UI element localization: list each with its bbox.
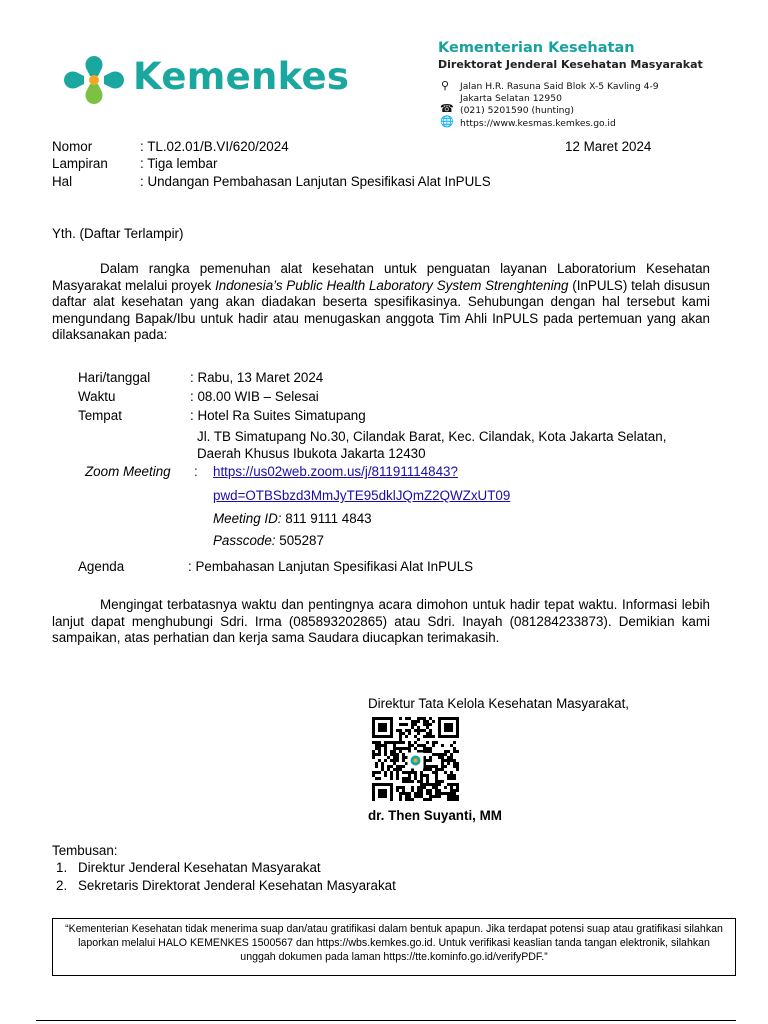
place-address-2: Daerah Khusus Ibukota Jakarta 12430 [197, 446, 426, 461]
day-label: Hari/tanggal [78, 370, 151, 385]
agenda-label: Agenda [78, 559, 125, 574]
intro-text-2: (InPULS) telah disusun daftar alat kesehatan yang akan diadakan beserta spesifikasinya. Sehubungan dengan hal tersebut kami mengundang Bapak/Ibu untuk hadir atau menugaskan anggota Tim Ahli InPULS pada pertemuan yang akan dilaksanakan pada: [52, 277, 711, 342]
kemenkes-logo-icon [58, 50, 130, 110]
address-line-1: Jalan H.R. Rasuna Said Blok X-5 Kavling 4-9 [460, 81, 659, 92]
bottom-divider [36, 1020, 736, 1021]
time-value: : 08.00 WIB – Selesai [190, 389, 319, 404]
meeting-id [213, 511, 372, 526]
hal-label: Hal [52, 174, 73, 189]
lampiran-value: : Tiga lembar [140, 156, 218, 171]
zoom-link-line-1[interactable]: https://us02web.zoom.us/j/81191114843? [213, 464, 458, 479]
meeting-id-value: 811 9111 4843 [285, 511, 372, 526]
place-value: : Hotel Ra Suites Simatupang [190, 408, 366, 423]
signatory-title: Direktur Tata Kelola Kesehatan Masyarakat, [368, 696, 630, 711]
nomor-label: Nomor [52, 139, 93, 154]
passcode [213, 533, 324, 548]
website-link[interactable]: https://www.kesmas.kemkes.go.id [460, 118, 616, 129]
address-line-2: Jakarta Selatan 12950 [460, 93, 562, 104]
tembusan-heading: Tembusan: [52, 843, 118, 858]
tembusan-item-2: Sekretaris Direktorat Jenderal Kesehatan Masyarakat [78, 878, 396, 893]
tembusan-num-1: 1. [56, 860, 68, 875]
zoom-colon: : [194, 464, 198, 479]
time-label: Waktu [78, 389, 116, 404]
agenda-value: : Pembahasan Lanjutan Spesifikasi Alat InPULS [188, 559, 474, 574]
tembusan-item-1: Direktur Jenderal Kesehatan Masyarakat [78, 860, 321, 875]
qr-code-signature[interactable] [372, 717, 460, 801]
passcode-label: Passcode: [213, 533, 276, 548]
logo-wordmark: Kemenkes [133, 55, 350, 98]
place-label: Tempat [78, 408, 122, 423]
nomor-value: : TL.02.01/B.VI/620/2024 [140, 139, 289, 154]
passcode-value: 505287 [279, 533, 324, 548]
day-value: : Rabu, 13 Maret 2024 [190, 370, 324, 385]
signatory-name: dr. Then Suyanti, MM [368, 808, 502, 823]
globe-icon: 🌐 [440, 116, 454, 128]
phone-number: (021) 5201590 (hunting) [460, 105, 574, 116]
directorate-name: Direktorat Jenderal Kesehatan Masyarakat [438, 58, 703, 71]
closing-paragraph [52, 597, 710, 647]
lampiran-label: Lampiran [52, 156, 108, 171]
hal-value: : Undangan Pembahasan Lanjutan Spesifikasi Alat InPULS [140, 174, 491, 189]
letter-date: 12 Maret 2024 [565, 139, 652, 154]
location-icon: ⚲ [441, 80, 450, 92]
tembusan-num-2: 2. [56, 878, 68, 893]
anti-gratification-notice: “Kementerian Kesehatan tidak menerima suap dan/atau gratifikasi dalam bentuk apapun. Jika terdapat potensi suap atau gratifikasi silahkan laporkan melalui HALO KEMENKES 1500567 dan https://wbs.kemkes.go.id. Untuk verifikasi keaslian tanda tangan elektronik, silahkan unggah dokumen pada laman https://tte.kominfo.go.id/verifyPDF.” [52, 918, 736, 976]
zoom-link-line-2[interactable]: pwd=OTBSbzd3MmJyTE95dklJQmZ2QWZxUT09 [213, 488, 511, 503]
project-name: Indonesia’s Public Health Laboratory System Strenghtening [215, 277, 569, 293]
intro-paragraph [52, 261, 710, 344]
closing-text: Mengingat terbatasnya waktu dan pentingnya acara dimohon untuk hadir tepat waktu. Informasi lebih lanjut dapat menghubungi Sdri. Irma (085893202865) atau Sdri. Inayah (081284233873). Demikian kami sampaikan, atas perhatian dan kerja sama Saudara diucapkan terimakasih. [52, 597, 710, 645]
recipient: Yth. (Daftar Terlampir) [52, 226, 184, 241]
phone-icon: ☎ [440, 103, 454, 115]
ministry-name: Kementerian Kesehatan [438, 40, 635, 56]
intro-text-1: Dalam rangka pemenuhan alat kesehatan untuk penguatan layanan Laboratorium Kesehatan Masyarakat melalui proyek [52, 261, 710, 293]
place-address-1: Jl. TB Simatupang No.30, Cilandak Barat, Kec. Cilandak, Kota Jakarta Selatan, [197, 429, 667, 444]
zoom-label: Zoom Meeting [85, 464, 171, 479]
meeting-id-label: Meeting ID: [213, 511, 282, 526]
